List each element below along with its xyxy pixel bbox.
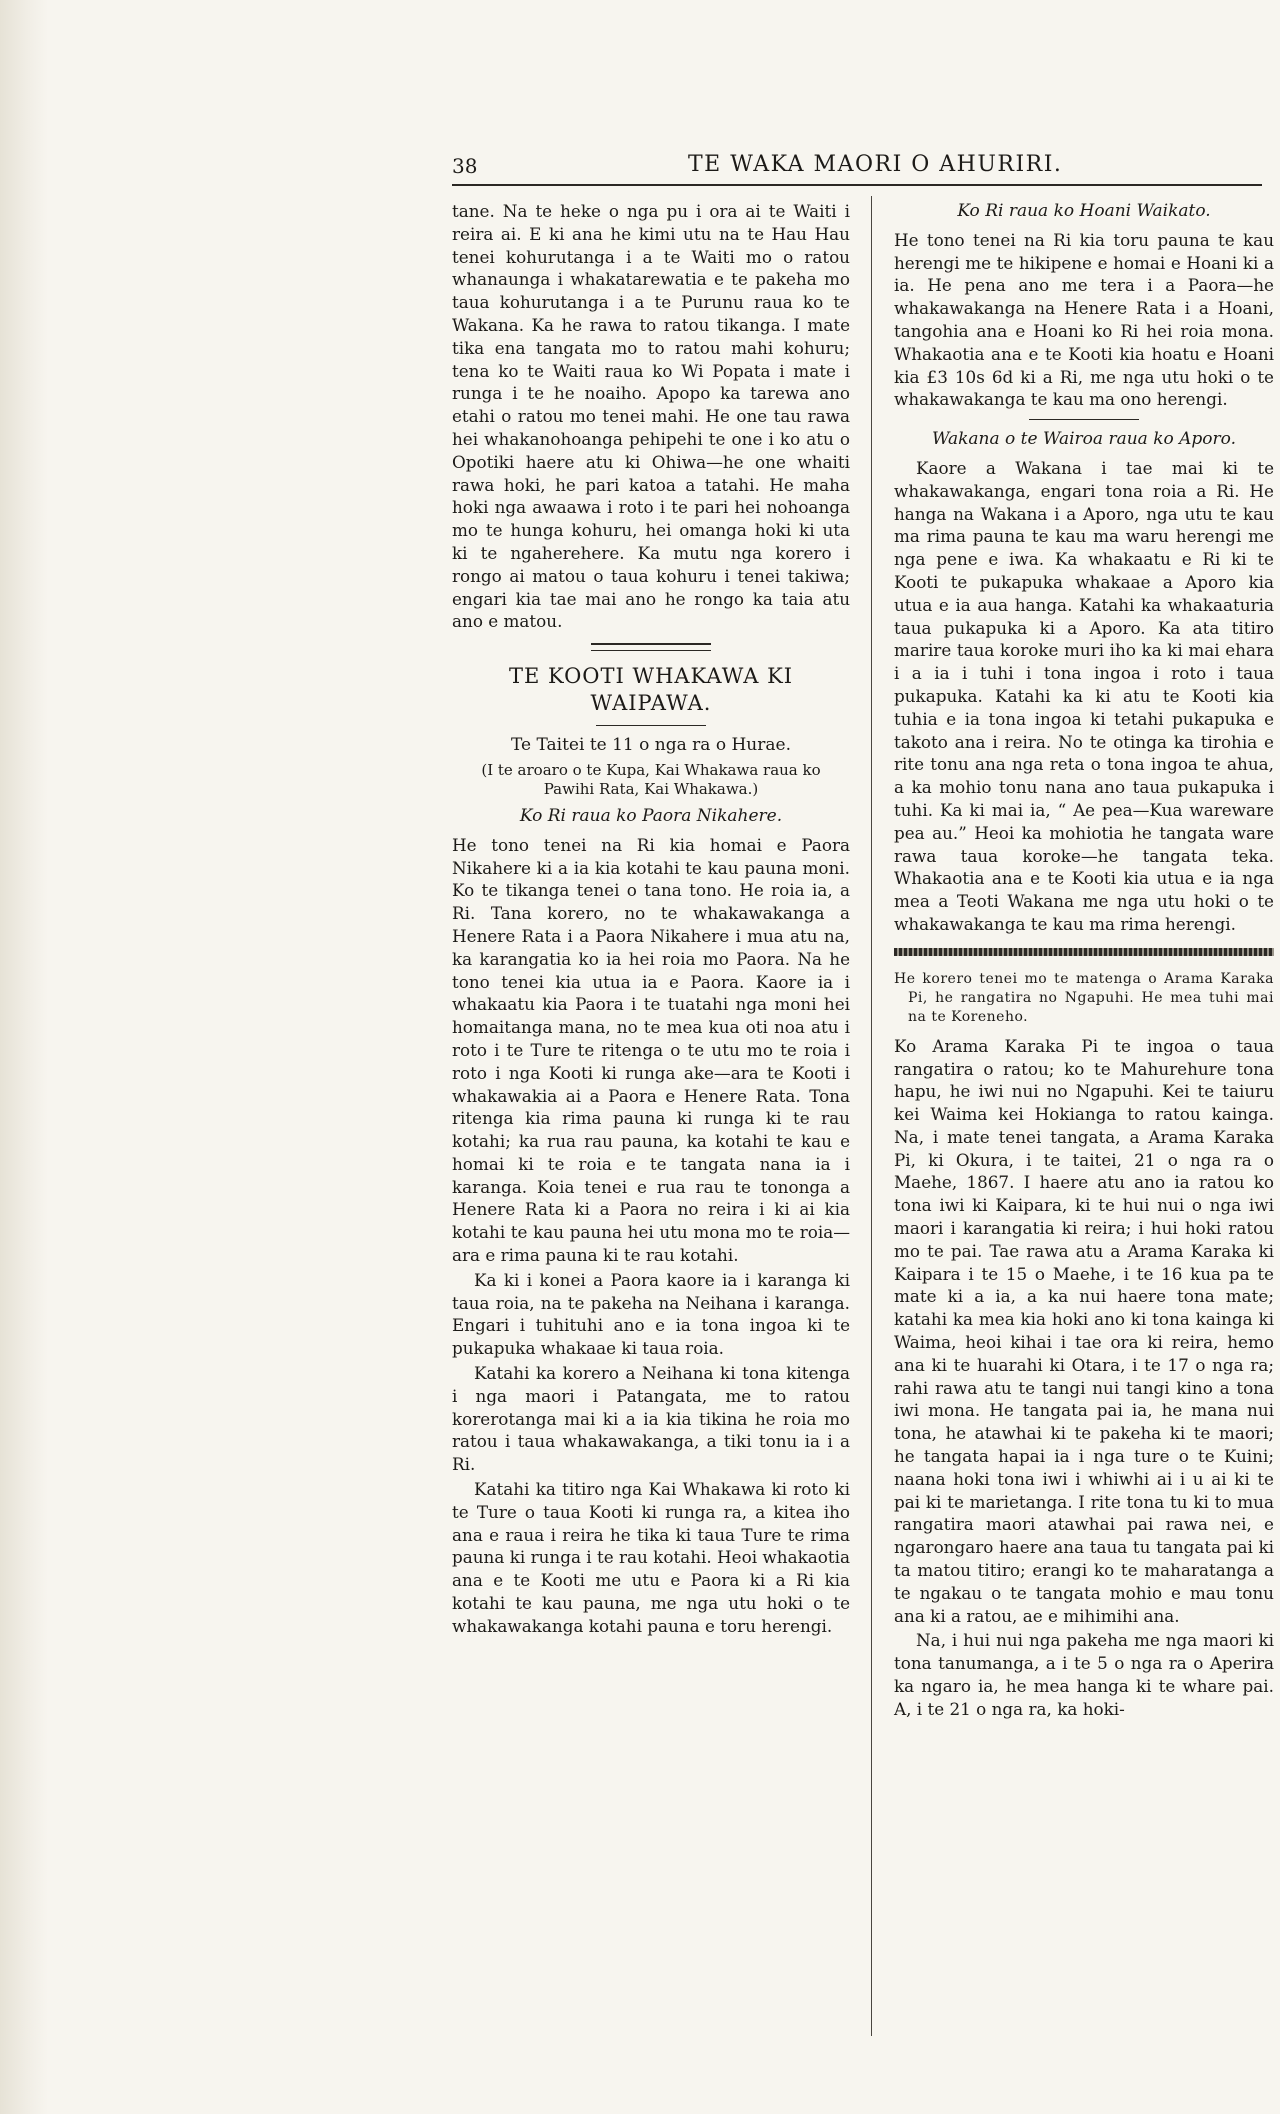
intro-paragraph: tane. Na te heke o nga pu i ora ai te Waiti i reira ai. E ki ana he kimi utu na te Hau Hau tenei kohurutanga i a te Waiti mo o ratou whanaunga i whakatarewatia e te pakeha mo taua kohurutanga i a te Purunu raua ko te Wakana. Ka he rawa to ratou tikanga. I mate tika ena tangata mo to ratou mahi kohuru; tena ko te Waiti raua ko Wi Popata i mate i runga i te he noaiho. Apopo ka tarewa ano etahi o ratou mo tenei mahi. He one tau rawa hei whakanohoanga pehipehi te one i ko atu o Opotiki haere atu ki Ohiwa—he one whaiti rawa hoki, he pari katoa a tatahi. He maha hoki nga awaawa i roto i te pari hei nohoanga mo te hunga kohuru, hei omanga hoki ki uta ki te ngaherehere. Ka mutu nga korero i rongo ai matou o taua kohuru i tenei takiwa; engari kia tae mai ano he rongo ka taia atu ano e matou. <box>452 201 850 632</box>
publication-title: TE WAKA MAORI O AHURIRI. <box>688 152 1063 177</box>
body-paragraph: He tono tenei na Ri kia homai e Paora Nikahere ki a ia kia kotahi te kau pauna moni. Ko te tikanga tenei o tana tono. He roia ia, a Ri. Tana korero, no te whakawakanga a Henere Rata i a Paora Nikahere i mua atu na, ka karangatia ko ia hei roia mo Paora. Na he tono tenei kia utua ia e Paora. Kaore ia i whakaatu kia Paora i te tuatahi nga moni hei homaitanga mana, no te mea kua oti noa atu i roto i te Ture te ritenga o te utu mo te roia i roto i nga Kooti ki runga ake—ara te Kooti i whakawakia ai a Paora e Henere Rata. Tona ritenga kia rima pauna ki runga ki te rau kotahi; ka rua rau pauna, ka kotahi te kau e homai ki te roia e te tangata nana ia i karanga. Koia tenei e rua rau te tononga a Henere Rata ki a Paora no reira i ki ai kia kotahi te kau pauna hei utu mona mo te roia—ara e rima pauna ki te rau kotahi. <box>452 834 850 1266</box>
body-paragraph: Na, i hui nui nga pakeha me nga maori ki tona tanumanga, a i te 5 o nga ra o Aperira ka ngaro ia, he mea hanga ki te whare pai. A, i te 21 o nga ra, ka hoki- <box>894 1630 1274 1719</box>
section-parenthetical: (I te aroaro o te Kupa, Kai Whakawa raua ko Pawihi Rata, Kai Whakawa.) <box>481 760 821 798</box>
case-title: Ko Ri raua ko Hoani Waikato. <box>957 201 1211 221</box>
case-divider <box>1029 419 1139 420</box>
heading-rule <box>596 725 706 726</box>
left-column <box>452 200 850 1640</box>
page-gutter-shadow <box>0 0 48 2114</box>
page-header <box>452 150 1262 186</box>
section-heading: TE KOOTI WHAKAWA KI WAIPAWA. <box>508 664 794 716</box>
case-title: Wakana o te Wairoa raua ko Aporo. <box>931 429 1236 450</box>
section-date: Te Taitei te 11 o nga ra o Hurae. <box>511 735 791 756</box>
decorative-divider <box>894 948 1274 956</box>
case-title: Ko Ri raua ko Paora Nikahere. <box>519 805 783 826</box>
body-paragraph: Ka ki i konei a Paora kaore ia i karanga ki taua roia, na te pakeha na Neihana i karanga. Engari i tuhituhi ano e ia tona ingoa ki te pukapuka whakaae ki taua roia. <box>452 1269 850 1359</box>
page-number: 38 <box>452 154 478 178</box>
body-paragraph: He tono tenei na Ri kia toru pauna te kau herengi me te hikipene e homai e Hoani ki a ia. He pena ano me tera i a Paora—he whakawakanga na Henere Rata i a Hoani, tangohia ana e Hoani ko Ri hei roia mona. Whakaotia ana e te Kooti kia hoatu e Hoani kia £3 10s 6d ki a Ri, me nga utu hoki o te whakawakanga te kau ma ono herengi. <box>894 229 1274 410</box>
body-paragraph: Kaore a Wakana i tae mai ki te whakawakanga, engari tona roia a Ri. He hanga na Wakana i a Aporo, nga utu te kau ma rima pauna te kau ma waru herengi me nga pene e iwa. Ka whakaatu e Ri ki te Kooti te pukapuka whakaae a Aporo kia utua e ia aua hanga. Katahi ka whakaaturia taua pukapuka ki a Aporo. Ka ata titiro marire taua koroke muri iho ka ki mai ehara i a ia i tuhi i tona ingoa i roto i taua pukapuka. Katahi ka ki atu te Kooti kia tuhia e ia tona ingoa ki tetahi pukapuka e takoto ana i reira. No te otinga ka tirohia e rite tonu ana nga reta o tona ingoa te ahua, a ka mohio tonu nana ano taua pukapuka i tuhi. Ka ki mai ia, “ Ae pea—Kua wareware pea au.” Heoi ka mohiotia he tangata ware rawa taua koroke—he tangata teka. Whakaotia ana e te Kooti kia utua e ia nga mea a Teoti Wakana me nga utu hoki o te whakawakanga te kau ma rima herengi. <box>894 457 1274 934</box>
body-paragraph: Ko Arama Karaka Pi te ingoa o taua rangatira o ratou; ko te Mahurehure tona hapu, he iwi nui no Ngapuhi. Kei te taiuru kei Waima kei Hokianga to ratou kainga. Na, i mate tenei tangata, a Arama Karaka Pi, ki Okura, i te taitei, 21 o nga ra o Maehe, 1867. I haere atu ano ia ratou ko tona iwi ki Kaipara, ki te hui nui o nga iwi maori i karangatia ki reira; i hui hoki ratou mo te pai. Tae rawa atu a Arama Karaka ki Kaipara i te 15 o Maehe, i te 16 kua pa te mate ki a ia, a ka nui haere tona mate; katahi ka mea kia hoki ano ki tona kainga ki Waima, heoi kihai i tae ora ki reira, hemo ana ki te huarahi ki Otara, i te 17 o nga ra; rahi rawa atu te tangi nui tangi kino a tona iwi mona. He tangata pai ia, he mana nui tona, he atawhai ki te pakeha ki te maori; he tangata hapai ia i nga ture o te Kuini; naana hoki tona iwi i whiwhi ai i u ai ki te pai ki te marietanga. I rite tona tu ki to mua rangatira maori atawhai pai rawa nei, e ngarongaro haere ana taua tu tangata pai ki ta matou titiro; erangi ko te maharatanga a te ngakau o te tangata mohio e mau tonu ana ki a ratou, ae e mihimihi ana. <box>894 1035 1274 1626</box>
notice-heading: He korero tenei mo te matenga o Arama Karaka Pi, he rangatira no Ngapuhi. He mea tuhi mai na te Koreneho. <box>894 970 1274 1025</box>
right-column <box>894 200 1274 1723</box>
body-paragraph: Katahi ka korero a Neihana ki tona kitenga i nga maori i Patangata, me to ratou korerotanga mai ki a ia kia tikina he roia mo ratou i taua whakawakanga, a tiki tonu ia i a Ri. <box>452 1363 850 1475</box>
section-divider <box>591 643 711 651</box>
body-paragraph: Katahi ka titiro nga Kai Whakawa ki roto ki te Ture o taua Kooti ki runga ra, a kitea iho ana e raua i reira he tika ki taua Ture te rima pauna ki runga i te rau kotahi. Heoi whakaotia ana e te Kooti me utu e Paora ki a Ri kia kotahi te kau pauna, me nga utu hoki o te whakawakanga kotahi pauna e toru herengi. <box>452 1479 850 1636</box>
column-divider <box>871 196 872 2036</box>
